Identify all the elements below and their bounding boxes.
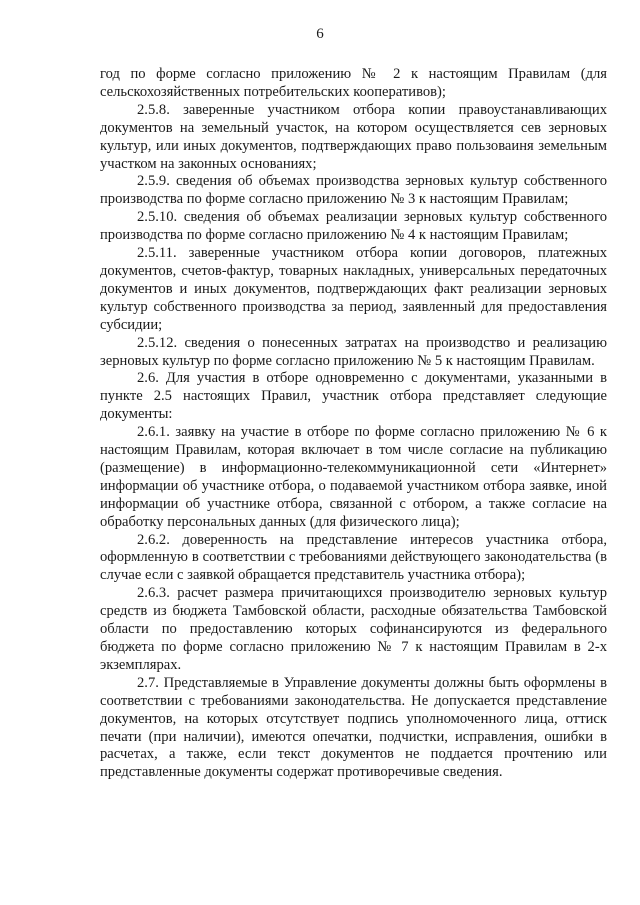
paragraph-2-5-12: 2.5.12. сведения о понесенных затратах на производство и реализацию зерновых культур по форме согласно приложению № 5 к настоящим Правилам. bbox=[100, 334, 607, 369]
paragraph-2-6-3: 2.6.3. расчет размера причитающихся производителю зерновых культур средств из бюджета Тамбовской области, расходные обязательства Тамбовской области по предоставлению которых софинансируются из федерального бюджета по форме согласно приложению № 7 к настоящим Правилам в 2-х экземплярах. bbox=[100, 585, 607, 673]
document-body bbox=[100, 66, 607, 782]
paragraph-2-6-1: 2.6.1. заявку на участие в отборе по форме согласно приложению № 6 к настоящим Правилам, которая включает в том числе согласие на публикацию (размещение) в информационно-телекоммуникационной сети «Интернет» информации об участнике отбора, о подаваемой участником отбора заявке, иной информации об участнике отбора, связанной с отбором, а также согласие на обработку персональных данных (для физического лица); bbox=[100, 424, 607, 530]
paragraph-2-5-10: 2.5.10. сведения об объемах реализации зерновых культур собственного производства по форме согласно приложению № 4 к настоящим Правилам; bbox=[100, 209, 607, 244]
paragraph-2-5-8: 2.5.8. заверенные участником отбора копии правоустанавливающих документов на земельный участок, на котором осуществляется сев зерновых культур, или иных документов, подтверждающих право пользоваиня земельным участком на законных основаниях; bbox=[100, 101, 607, 172]
paragraph-2-7: 2.7. Представляемые в Управление документы должны быть оформлены в соответствии с требованиями законодательства. Не допускается представление документов, на которых отсутствует подпись уполномоченного лица, оттиск печати (при наличии), имеются опечатки, подчистки, исправления, ошибки в расчетах, а также, если текст документов не поддается прочтению или представленные документы содержат противоречивые сведения. bbox=[100, 674, 607, 781]
paragraph-2-5-9: 2.5.9. сведения об объемах производства зерновых культур собственного производства по форме согласно приложению № 3 к настоящим Правилам; bbox=[100, 173, 607, 208]
paragraph-2-6: 2.6. Для участия в отборе одновременно с документами, указанными в пункте 2.5 настоящих Правил, участник отбора представляет следующие документы: bbox=[100, 370, 607, 423]
paragraph-2-5-11: 2.5.11. заверенные участником отбора копии договоров, платежных документов, счетов-фактур, товарных накладных, универсальных передаточных документов и иных документов, подтверждающих факт реализации зерновых культур собственного производства за период, заявленный для предоставления субсидии; bbox=[100, 245, 607, 333]
paragraph-2-6-2: 2.6.2. доверенность на представление интересов участника отбора, оформленную в соответствии с требованиями действующего законодательства (в случае если с заявкой обращается представитель участника отбора); bbox=[100, 531, 607, 584]
paragraph-continuation: год по форме согласно приложению № 2 к настоящим Правилам (для сельскохозяйственных потребительских кооперативов); bbox=[100, 66, 607, 100]
page-number: 6 bbox=[316, 26, 324, 42]
